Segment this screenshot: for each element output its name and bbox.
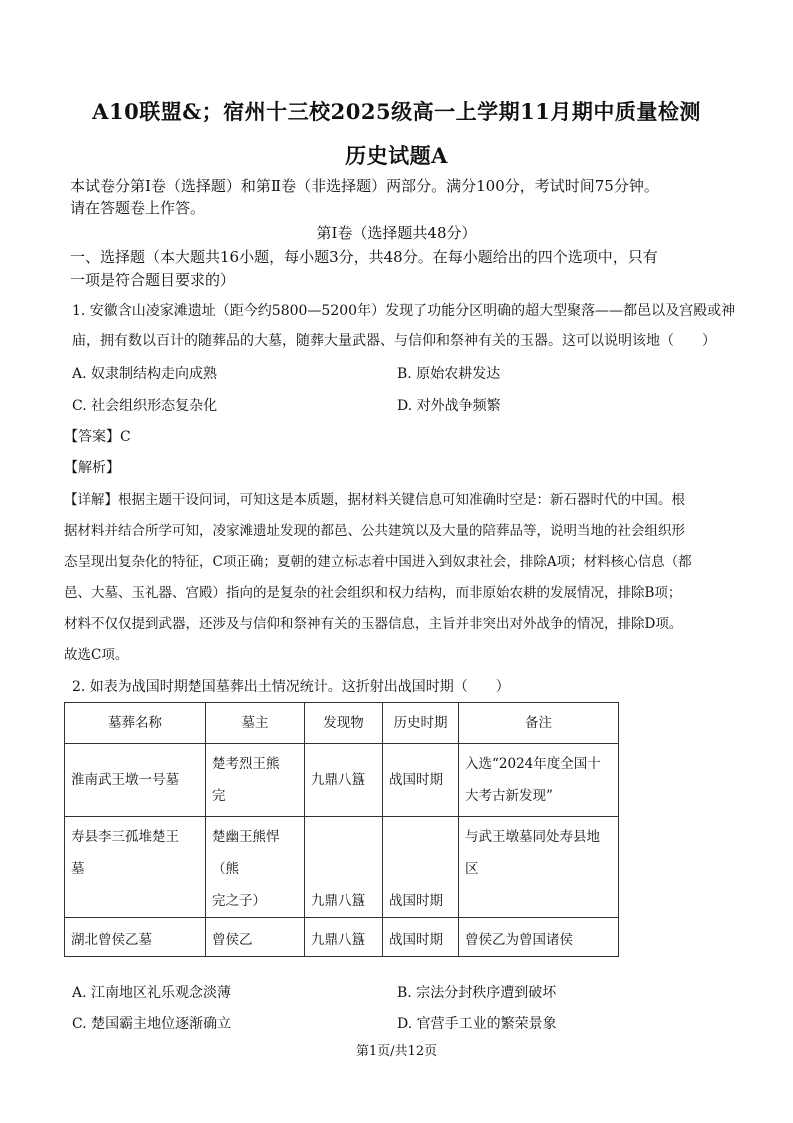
exam-subtitle: 历史试题A	[345, 143, 448, 168]
table-row	[65, 918, 619, 957]
table-cell-note	[459, 817, 619, 918]
cell-text: 墓	[71, 861, 85, 877]
section-instruction-line-1: 一、选择题（本大题共16小题，每小题3分，共48分。在每小题给出的四个选项中，只有	[70, 248, 658, 266]
cell-text: 九鼎八簋	[311, 772, 365, 788]
q1-analysis-label: 【解析】	[64, 460, 120, 476]
exam-title: A10联盟&；宿州十三校2025级高一上学期11月期中质量检测	[92, 99, 701, 124]
table-cell-period	[383, 744, 459, 817]
q1-detail-line-5: 材料不仅仅提到武器，还涉及与信仰和祭神有关的玉器信息，主旨并非突出对外战争的情况，排除D项。	[64, 616, 683, 632]
q1-option-c: C. 社会组织形态复杂化	[72, 398, 218, 414]
cell-text: 寿县李三孤堆楚王	[71, 829, 179, 845]
section-instruction-line-2: 一项是符合题目要求的）	[70, 271, 236, 289]
q1-detail-line-3: 态呈现出复杂化的特征，C项正确；夏朝的建立标志着中国进入到奴隶社会，排除A项；材料核心信息（都	[64, 554, 692, 570]
cell-text: 大考古新发现”	[465, 788, 553, 804]
table-cell-period	[383, 817, 459, 918]
q2-stem: 2. 如表为战国时期楚国墓葬出土情况统计。这折射出战国时期（ ）	[72, 679, 510, 695]
q1-detail-line-6: 故选C项。	[64, 647, 129, 663]
cell-text: 湖北曾侯乙墓	[71, 932, 152, 948]
table-row	[65, 817, 619, 918]
q1-stem-line-2: 庙，拥有数以百计的随葬品的大墓，随葬大量武器、与信仰和祭神有关的玉器。这可以说明该地（ ）	[72, 333, 716, 349]
table-cell-owner	[206, 918, 305, 957]
table-row	[65, 744, 619, 817]
q2-option-a: A. 江南地区礼乐观念淡薄	[72, 985, 232, 1001]
intro-line-1: 本试卷分第Ⅰ卷（选择题）和第Ⅱ卷（非选择题）两部分。满分100分，考试时间75分钟。	[70, 177, 659, 195]
table-header-cell: 墓葬名称	[65, 703, 206, 744]
cell-text: 完	[212, 788, 226, 804]
table-header-row	[65, 703, 619, 744]
cell-text: 战国时期	[389, 893, 443, 909]
table-header-cell: 备注	[459, 703, 619, 744]
table-header-cell: 墓主	[206, 703, 305, 744]
table-cell-name	[65, 918, 206, 957]
cell-text: 曾侯乙	[212, 932, 253, 948]
table-cell-finds	[305, 744, 383, 817]
table-header-cell: 历史时期	[383, 703, 459, 744]
table-cell-note	[459, 744, 619, 817]
cell-text: 战国时期	[389, 932, 443, 948]
table-cell-owner	[206, 744, 305, 817]
q1-option-a: A. 奴隶制结构走向成熟	[72, 366, 218, 382]
cell-text: 曾侯乙为曾国诸侯	[465, 932, 573, 948]
q2-option-c: C. 楚国霸主地位逐渐确立	[72, 1016, 232, 1032]
q2-option-b: B. 宗法分封秩序遭到破坏	[397, 985, 557, 1001]
cell-text: 九鼎八簋	[311, 932, 365, 948]
cell-text: 楚幽王熊悍（熊	[212, 829, 280, 877]
table-cell-finds	[305, 817, 383, 918]
cell-text: 九鼎八簋	[311, 893, 365, 909]
cell-text: 完之子）	[212, 893, 266, 909]
cell-text: 与武王墩墓同处寿县地	[465, 829, 600, 845]
cell-text: 战国时期	[389, 772, 443, 788]
cell-text: 入选“2024年度全国十	[465, 756, 601, 772]
q1-detail-line-2: 据材料并结合所学可知，凌家滩遗址发现的都邑、公共建筑以及大量的陪葬品等，说明当地的社会组织形	[64, 523, 685, 539]
table-cell-name	[65, 817, 206, 918]
q2-option-d: D. 官营手工业的繁荣景象	[397, 1016, 557, 1032]
q1-stem-line-1: 1. 安徽含山凌家滩遗址（距今约5800—5200年）发现了功能分区明确的超大型聚落——都邑以及宫殿或神	[72, 303, 736, 319]
q2-tomb-table	[64, 702, 619, 957]
table-cell-note	[459, 918, 619, 957]
intro-line-2: 请在答题卷上作答。	[70, 199, 206, 217]
q1-option-d: D. 对外战争频繁	[397, 398, 501, 414]
q1-detail-line-1: 【详解】根据主题干设问词，可知这是本质题，据材料关键信息可知准确时空是：新石器时代的中国。根	[64, 492, 685, 508]
page-footer: 第1页/共12页	[355, 1044, 438, 1059]
q1-detail-line-4: 邑、大墓、玉礼器、宫殿）指向的是复杂的社会组织和权力结构，而非原始农耕的发展情况，排除B项；	[64, 585, 682, 601]
cell-text: 楚考烈王熊	[212, 756, 280, 772]
cell-text: 淮南武王墩一号墓	[71, 772, 179, 788]
q1-option-b: B. 原始农耕发达	[397, 366, 501, 382]
table-header-cell: 发现物	[305, 703, 383, 744]
section-title: 第Ⅰ卷（选择题共48分）	[316, 224, 477, 242]
cell-text: 区	[465, 861, 479, 877]
table-cell-owner	[206, 817, 305, 918]
table-cell-name	[65, 744, 206, 817]
table-cell-period	[383, 918, 459, 957]
table-cell-finds	[305, 918, 383, 957]
q1-answer: 【答案】C	[64, 429, 131, 445]
